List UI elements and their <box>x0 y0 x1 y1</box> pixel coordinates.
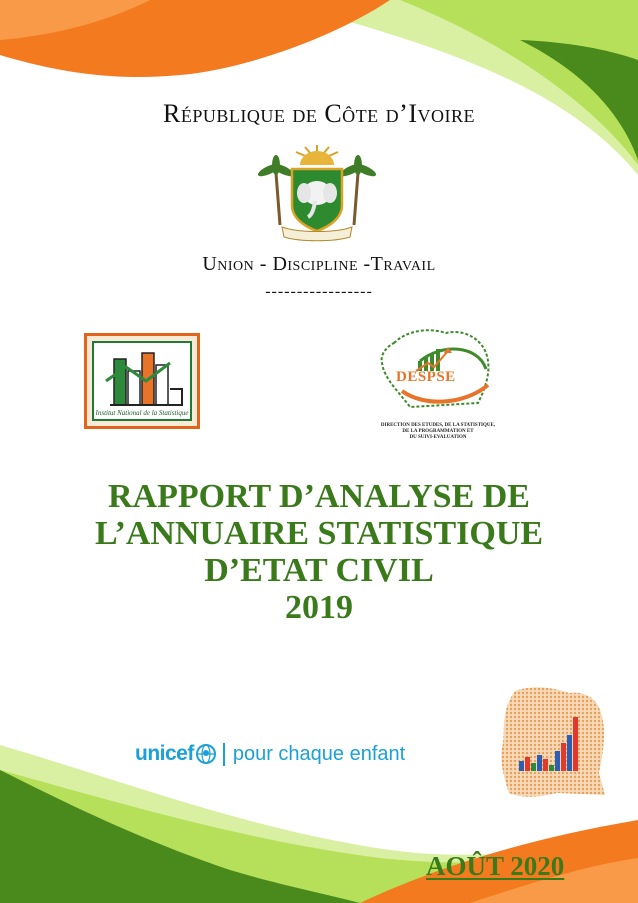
national-motto: Union - Discipline -Travail <box>202 253 436 275</box>
ins-logo-caption: Institut National de la Statistique <box>95 409 189 417</box>
unicef-wordmark: unicef <box>135 742 194 765</box>
unicef-globe-icon <box>195 743 217 765</box>
despse-logo-name: DESPSE <box>396 369 456 385</box>
report-year: 2019 <box>285 589 353 626</box>
ins-logo-mark <box>96 345 196 411</box>
unicef-logo <box>135 736 405 772</box>
report-title-line: RAPPORT D’ANALYSE DE <box>108 478 530 515</box>
report-title <box>0 478 638 626</box>
despse-logo <box>372 321 504 447</box>
header-separator: ----------------- <box>265 283 373 300</box>
unicef-tagline: pour chaque enfant <box>223 743 405 766</box>
despse-caption-line: DU SUIVI-EVALUATION <box>409 435 467 440</box>
coat-of-arms-emblem <box>258 143 376 245</box>
publication-date: AOÛT 2020 <box>426 851 565 881</box>
despse-caption-line: DIRECTION DES ETUDES, DE LA STATISTIQUE, <box>380 423 496 428</box>
report-title-line: L’ANNUAIRE STATISTIQUE <box>94 515 544 552</box>
ivory-coast-map-chart-graphic <box>497 683 611 801</box>
republic-heading: République de Côte d’Ivoire <box>163 99 475 128</box>
ins-logo <box>84 333 200 429</box>
report-title-line: D’ETAT CIVIL <box>204 552 434 589</box>
despse-caption-line: DE LA PROGRAMMATION ET <box>402 429 474 434</box>
